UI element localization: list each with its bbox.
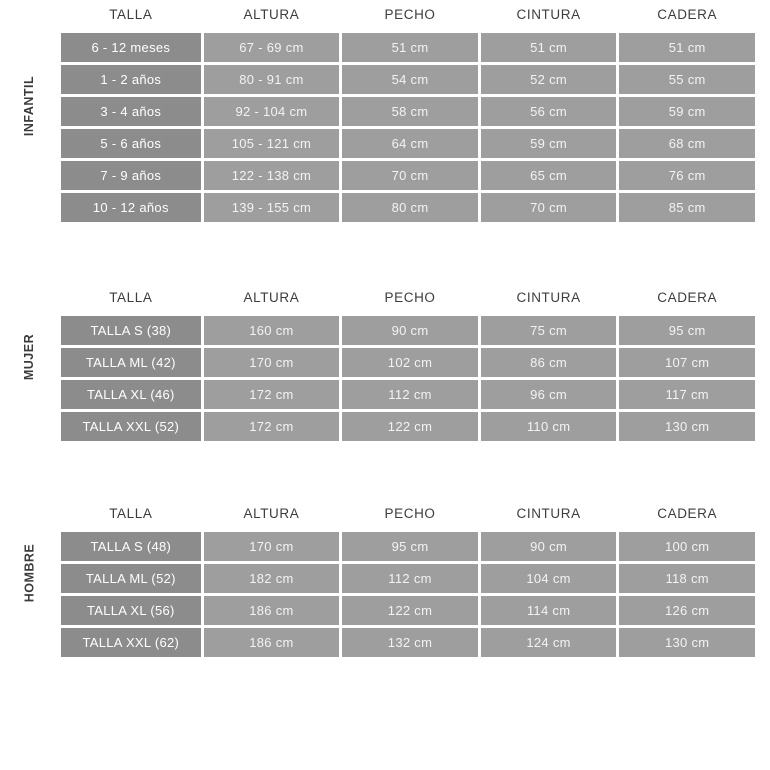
cell-cintura: 51 cm xyxy=(481,33,617,62)
table-row xyxy=(61,628,755,657)
cell-size: TALLA XL (46) xyxy=(61,380,201,409)
cell-altura: 67 - 69 cm xyxy=(204,33,340,62)
table-row xyxy=(61,316,755,345)
cell-pecho: 70 cm xyxy=(342,161,478,190)
column-header-pecho: PECHO xyxy=(384,290,436,305)
cell-altura: 160 cm xyxy=(204,316,340,345)
cell-cadera: 76 cm xyxy=(619,161,755,190)
cell-cintura: 59 cm xyxy=(481,129,617,158)
table-row xyxy=(61,129,755,158)
cell-altura: 182 cm xyxy=(204,564,340,593)
cell-pecho: 64 cm xyxy=(342,129,478,158)
cell-pecho: 122 cm xyxy=(342,412,478,441)
cell-cintura: 124 cm xyxy=(481,628,617,657)
table-header-row xyxy=(61,3,755,30)
cell-size: 6 - 12 meses xyxy=(61,33,201,62)
column-header-pecho: PECHO xyxy=(384,7,436,22)
cell-pecho: 90 cm xyxy=(342,316,478,345)
group-label-mujer-text: MUJER xyxy=(21,333,36,381)
column-header-cintura: CINTURA xyxy=(516,290,581,305)
cell-cadera: 51 cm xyxy=(619,33,755,62)
cell-size: TALLA XL (56) xyxy=(61,596,201,625)
section-mujer xyxy=(0,283,770,444)
cell-cadera: 118 cm xyxy=(619,564,755,593)
cell-pecho: 102 cm xyxy=(342,348,478,377)
column-header-cintura: CINTURA xyxy=(516,7,581,22)
table-row xyxy=(61,161,755,190)
group-label-hombre xyxy=(0,499,58,647)
cell-cintura: 70 cm xyxy=(481,193,617,222)
cell-cadera: 68 cm xyxy=(619,129,755,158)
cell-cintura: 104 cm xyxy=(481,564,617,593)
column-header-talla: TALLA xyxy=(109,506,153,521)
cell-altura: 172 cm xyxy=(204,380,340,409)
cell-altura: 170 cm xyxy=(204,532,340,561)
cell-altura: 105 - 121 cm xyxy=(204,129,340,158)
section-spacer xyxy=(0,225,770,283)
table-row xyxy=(61,412,755,441)
section-infantil xyxy=(0,0,770,225)
cell-cadera: 117 cm xyxy=(619,380,755,409)
table-row xyxy=(61,348,755,377)
column-header-talla: TALLA xyxy=(109,7,153,22)
cell-size: TALLA XXL (62) xyxy=(61,628,201,657)
cell-pecho: 95 cm xyxy=(342,532,478,561)
cell-pecho: 54 cm xyxy=(342,65,478,94)
cell-size: TALLA S (38) xyxy=(61,316,201,345)
table-row xyxy=(61,564,755,593)
column-header-cadera: CADERA xyxy=(657,7,718,22)
column-header-cadera: CADERA xyxy=(657,290,718,305)
cell-cadera: 130 cm xyxy=(619,412,755,441)
column-header-altura: ALTURA xyxy=(243,506,300,521)
cell-cadera: 130 cm xyxy=(619,628,755,657)
cell-size: 10 - 12 años xyxy=(61,193,201,222)
cell-size: 3 - 4 años xyxy=(61,97,201,126)
cell-pecho: 51 cm xyxy=(342,33,478,62)
cell-pecho: 122 cm xyxy=(342,596,478,625)
cell-size: 1 - 2 años xyxy=(61,65,201,94)
cell-cadera: 100 cm xyxy=(619,532,755,561)
cell-cintura: 90 cm xyxy=(481,532,617,561)
cell-altura: 92 - 104 cm xyxy=(204,97,340,126)
column-header-cadera: CADERA xyxy=(657,506,718,521)
cell-altura: 186 cm xyxy=(204,628,340,657)
cell-cintura: 114 cm xyxy=(481,596,617,625)
cell-altura: 170 cm xyxy=(204,348,340,377)
cell-pecho: 132 cm xyxy=(342,628,478,657)
column-header-pecho: PECHO xyxy=(384,506,436,521)
cell-pecho: 58 cm xyxy=(342,97,478,126)
cell-pecho: 112 cm xyxy=(342,564,478,593)
column-header-altura: ALTURA xyxy=(243,7,300,22)
column-header-altura: ALTURA xyxy=(243,290,300,305)
group-label-mujer xyxy=(0,283,58,431)
group-label-infantil-text: INFANTIL xyxy=(22,75,36,137)
table-header-row xyxy=(61,286,755,313)
table-row xyxy=(61,65,755,94)
cell-size: TALLA XXL (52) xyxy=(61,412,201,441)
cell-cintura: 56 cm xyxy=(481,97,617,126)
size-table-hombre xyxy=(58,499,758,660)
group-label-infantil xyxy=(0,0,58,212)
cell-altura: 172 cm xyxy=(204,412,340,441)
table-row xyxy=(61,596,755,625)
cell-size: TALLA S (48) xyxy=(61,532,201,561)
cell-altura: 186 cm xyxy=(204,596,340,625)
table-row xyxy=(61,97,755,126)
cell-cadera: 126 cm xyxy=(619,596,755,625)
cell-size: 5 - 6 años xyxy=(61,129,201,158)
column-header-talla: TALLA xyxy=(109,290,153,305)
cell-cintura: 52 cm xyxy=(481,65,617,94)
cell-cintura: 86 cm xyxy=(481,348,617,377)
cell-cadera: 55 cm xyxy=(619,65,755,94)
cell-size: TALLA ML (52) xyxy=(61,564,201,593)
table-row xyxy=(61,532,755,561)
table-row xyxy=(61,380,755,409)
cell-pecho: 112 cm xyxy=(342,380,478,409)
cell-altura: 80 - 91 cm xyxy=(204,65,340,94)
size-table-mujer xyxy=(58,283,758,444)
table-row xyxy=(61,193,755,222)
cell-cintura: 65 cm xyxy=(481,161,617,190)
cell-size: TALLA ML (42) xyxy=(61,348,201,377)
cell-cadera: 95 cm xyxy=(619,316,755,345)
cell-cintura: 75 cm xyxy=(481,316,617,345)
group-label-hombre-text: HOMBRE xyxy=(22,543,36,603)
cell-altura: 139 - 155 cm xyxy=(204,193,340,222)
cell-cadera: 107 cm xyxy=(619,348,755,377)
table-row xyxy=(61,33,755,62)
cell-cintura: 96 cm xyxy=(481,380,617,409)
section-spacer xyxy=(0,444,770,499)
column-header-cintura: CINTURA xyxy=(516,506,581,521)
cell-pecho: 80 cm xyxy=(342,193,478,222)
section-hombre xyxy=(0,499,770,660)
cell-altura: 122 - 138 cm xyxy=(204,161,340,190)
size-table-infantil xyxy=(58,0,758,225)
cell-cadera: 59 cm xyxy=(619,97,755,126)
cell-cintura: 110 cm xyxy=(481,412,617,441)
table-header-row xyxy=(61,502,755,529)
cell-cadera: 85 cm xyxy=(619,193,755,222)
cell-size: 7 - 9 años xyxy=(61,161,201,190)
